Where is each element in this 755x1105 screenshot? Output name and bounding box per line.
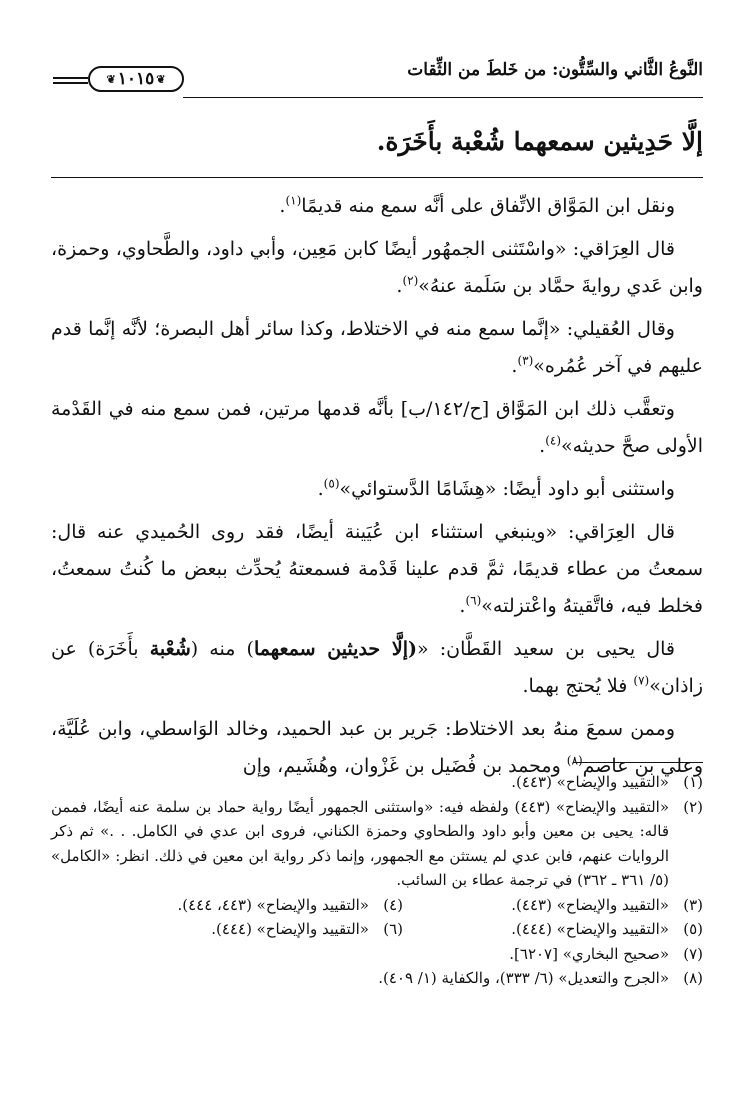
footnotes (51, 770, 703, 991)
footnote-ref[interactable]: (٦) (465, 593, 482, 608)
paragraph: قال يحيى بن سعيد القَطَّان: «(إلَّا حديثين سمعهما) منه (شُعْبة بأَخَرَة) عن زاذان»$^{(٧)}$ فلا يُحتج بهما. (51, 638, 703, 697)
footnote: (٣) «التقييد والإيضاح» (٤٤٣). (511, 895, 703, 914)
paragraph: قال العِرَاقي: «واسْتَثنى الجمهُور أيضًا كابن مَعِين، وأبي داود، والطَّحاوي، وحمزة، وابن عَدي روايةَ حمَّاد بن سَلَمة عنهُ»$^{(٢)}$. (51, 238, 703, 297)
quoted-bold: شُعْبة (149, 638, 191, 660)
footnote: (١) «التقييد والإيضاح» (٤٤٣). (511, 773, 703, 791)
ornament-rule (53, 77, 88, 84)
footnote: (٢) «التقييد والإيضاح» (٤٤٣) ولفظه فيه: «واستثنى الجمهور أيضًا رواية حماد بن سلمة عنه أيضًا، فممن قاله: يحيى بن معين وأبو داود والطحاوي وحمزة الكناني، فروى ابن عدي في الكامل. . .» ثم ذكر الروايات عنهم، فابن عدي لم يستثن مع الجمهور، وإنما ذكر رواية ابن معين في ذلك. انظر: «الكامل» (٥/ ٣٦١ ـ ٣٦٢) في ترجمة عطاء بن السائب. (51, 797, 703, 889)
footnote-ref[interactable]: (٢) (402, 273, 419, 288)
footnote-ref[interactable]: (١) (285, 193, 302, 208)
header-rule (183, 97, 703, 98)
footnote: (٥) «التقييد والإيضاح» (٤٤٤). (511, 920, 703, 938)
footnote-pair (51, 917, 703, 942)
quoted-bold: (إلَّا حديثين سمعهما (253, 638, 417, 660)
footnote: (٤) «التقييد والإيضاح» (٤٤٣، ٤٤٤). (177, 895, 403, 914)
footnote: (٨) «الجرح والتعديل» (٦/ ٣٣٣)، والكفاية (١/ ٤٠٩). (378, 969, 703, 987)
page-number (88, 66, 184, 92)
footnote-pair (51, 893, 703, 918)
footnote-ref[interactable]: (٤) (545, 433, 562, 448)
footnote-ref[interactable]: (٣) (517, 353, 534, 368)
paragraph: واستثنى أبو داود أيضًا: «هِشَامًا الدَّستوائي»$^{(٥)}$. (317, 476, 675, 500)
footnote: (٦) «التقييد والإيضاح» (٤٤٤). (211, 920, 403, 938)
paragraph: ونقل ابن المَوَّاق الاتِّفاق على أنَّه سمع منه قديمًا$^{(١)}$. (279, 193, 675, 217)
footnote-rule (573, 762, 703, 763)
footnote-ref[interactable]: (٥) (323, 476, 340, 491)
footnote: (٧) «صحيح البخاري» [٦٢٠٧]. (509, 944, 703, 963)
section-heading: إلَّا حَدِيثين سمعهما شُعْبة بأَخَرَة. (376, 127, 703, 156)
heading-rule (51, 177, 703, 178)
paragraph: قال العِرَاقي: «وينبغي استثناء ابن عُيَينة أيضًا، فقد روى الحُميدي عنه قال: سمعتُ من عطاء قديمًا، ثمَّ قدم علينا قَدْمة فسمعتهُ يُحدِّث ببعض ما كُنتُ سمعتُ، فخلط فيه، فاتَّقيتهُ واعْتزلته»$^{(٦)}$. (51, 521, 703, 617)
footnote-ref[interactable]: (٨) (566, 753, 583, 768)
header-title: النَّوعُ الثَّاني والسِّتُّون: من خَلطَ من الثِّقات (407, 60, 703, 80)
running-header (53, 58, 703, 98)
page-number-text: ❦ ١٠١٥ (117, 69, 155, 89)
paragraph: وقال العُقيلي: «إنَّما سمع منه في الاختلاط، وكذا سائر أهل البصرة؛ لأنَّه إنَّما قدم عليهم في آخر عُمُره»$^{(٣)}$. (51, 318, 703, 377)
footnote-ref[interactable]: (٧) (633, 673, 650, 688)
body-text (51, 188, 703, 791)
paragraph: وتعقَّب ذلك ابن المَوَّاق [ح/١٤٢/ب] بأنَّه قدمها مرتين، فمن سمع منه في القَدْمة الأولى صحَّ حديثه»$^{(٤)}$. (51, 398, 703, 457)
paragraph: وممن سمعَ منهُ بعد الاختلاط: جَرير بن عبد الحميد، وخالد الوَاسطي، وابن عُلَيَّة، وعلي بن عاصم$^{(٨)}$ ومحمد بن فُضَيل بن غَزْوان، وهُشَيم، وإن (51, 718, 703, 777)
